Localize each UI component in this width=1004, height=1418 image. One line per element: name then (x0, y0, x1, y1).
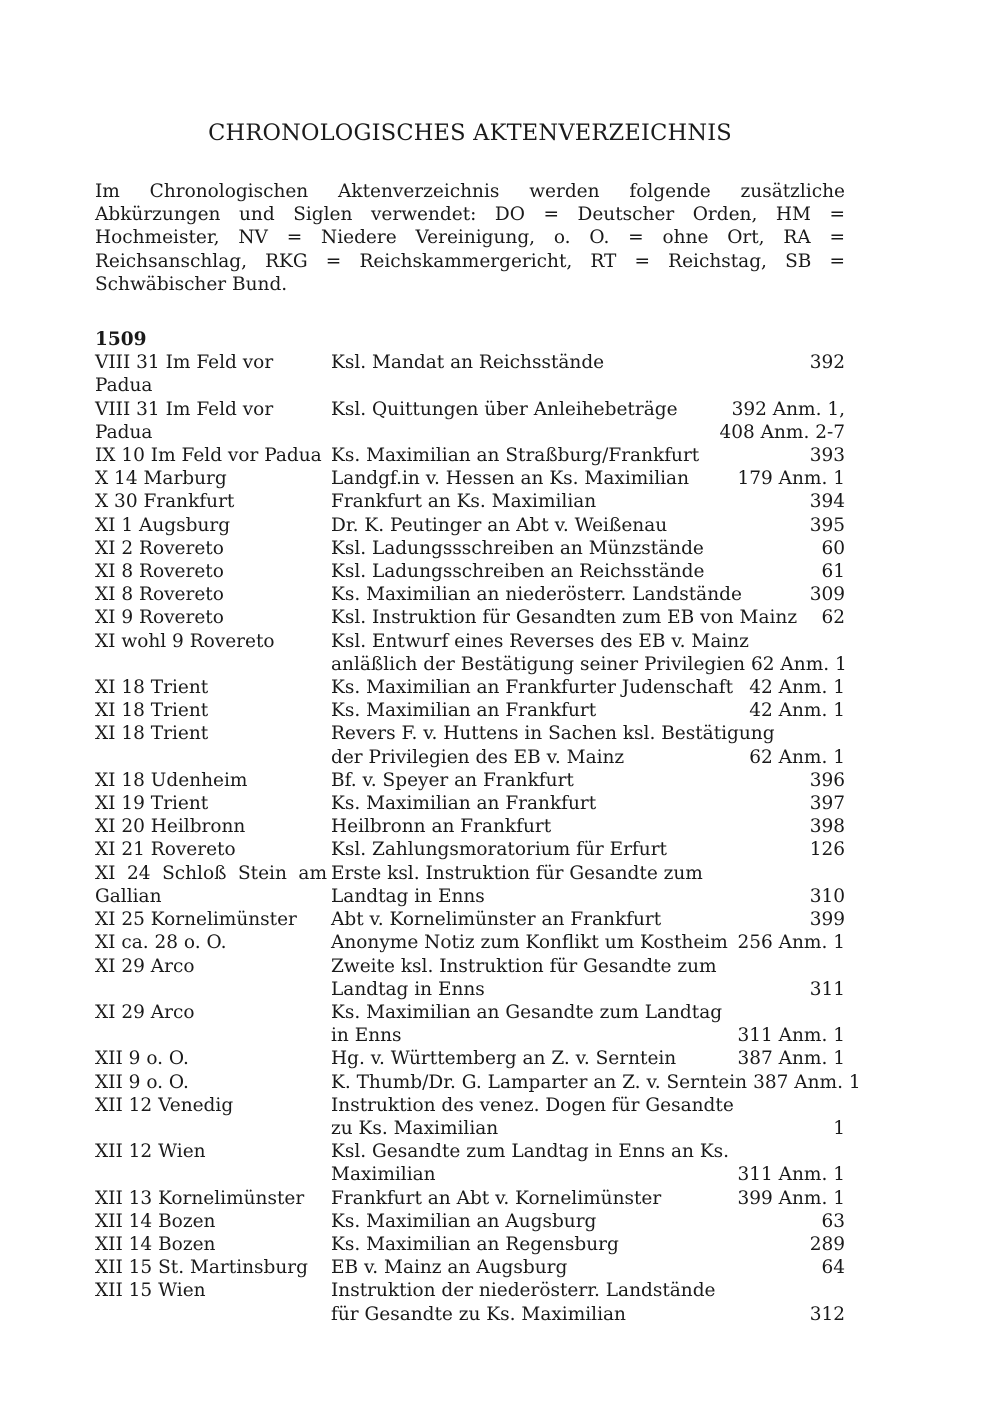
entry-body (331, 560, 845, 583)
entry-page-reference: 42 Anm. 1 (749, 677, 845, 699)
intro-paragraph: Im Chronologischen Aktenverzeichnis werden folgende zusätzliche Abkürzungen und Siglen verwendet: DO = Deutscher Orden, HM = Hochmeister, NV = Niedere Vereinigung, o. O. = ohne Ort, RA = Reichsanschlag, RKG = Reichskammergericht, RT = Reichstag, SB = Schwäbischer Bund. (95, 181, 845, 295)
entry-body (331, 1071, 861, 1094)
entry-page-reference: 179 Anm. 1 (737, 468, 845, 490)
entry-date-place (95, 931, 331, 954)
entry-date-place (95, 676, 331, 699)
entry-body (331, 444, 845, 467)
list-item (95, 931, 845, 954)
entry-line (331, 978, 845, 1001)
entry-date-place (95, 908, 331, 931)
entry-date-line: XI ca. 28 o. O. (95, 932, 227, 954)
entry-date-line: XI 18 Trient (95, 700, 209, 722)
entry-page-reference: 311 Anm. 1 (737, 1164, 845, 1186)
entry-date-place (95, 1094, 331, 1117)
entry-date-line: IX 10 Im Feld vor Padua (95, 445, 322, 467)
entry-body (331, 1094, 845, 1140)
entry-page-reference: 1 (833, 1117, 845, 1139)
entry-body (331, 722, 845, 768)
entry-line (331, 792, 845, 815)
list-item (95, 490, 845, 513)
entry-body (331, 862, 845, 908)
entry-body (331, 1140, 845, 1186)
entry-date-line: XII 9 o. O. (95, 1048, 189, 1070)
entry-body (331, 351, 845, 374)
entry-description: Heilbronn an Frankfurt (331, 816, 552, 838)
entry-page-reference (839, 1001, 845, 1024)
entry-date-line: VIII 31 Im Feld vor Padua (95, 398, 274, 443)
entry-description: Ksl. Entwurf eines Reverses des EB v. Mainz (331, 630, 749, 652)
entry-date-line: XI 18 Udenheim (95, 769, 248, 791)
list-item (95, 769, 845, 792)
entry-line (331, 722, 845, 745)
entry-description: Ksl. Ladungssschreiben an Münzstände (331, 537, 704, 559)
entry-page-reference (839, 722, 845, 745)
list-item (95, 908, 845, 931)
list-item (95, 1047, 845, 1070)
entry-date-place (95, 815, 331, 838)
entry-date-line: XII 15 St. Martinsburg (95, 1257, 308, 1279)
list-item (95, 955, 845, 1001)
entry-date-place (95, 1071, 331, 1094)
list-item (95, 1187, 845, 1210)
entry-page-reference: 398 (809, 816, 845, 838)
document-page (95, 118, 861, 1326)
entry-page-reference: 62 Anm. 1 (751, 653, 847, 675)
entry-date-line: XI 29 Arco (95, 955, 195, 977)
entry-page-reference: 311 Anm. 1 (737, 1025, 845, 1047)
list-item (95, 1001, 845, 1047)
entry-body (331, 1001, 845, 1047)
entry-body (331, 1256, 845, 1279)
entry-line (331, 630, 847, 653)
entry-line (331, 444, 845, 467)
entry-description: Ksl. Gesandte zum Landtag in Enns an Ks. (331, 1141, 730, 1163)
entry-date-place (95, 1279, 331, 1302)
entry-description: Ks. Maximilian an Straßburg/Frankfurt (331, 445, 700, 467)
entry-page-reference (839, 1094, 845, 1117)
entry-line (331, 676, 845, 699)
entry-page-reference: 289 (809, 1233, 845, 1255)
entry-date-place (95, 955, 331, 978)
entry-date-line: X 30 Frankfurt (95, 491, 235, 513)
entry-line (331, 1233, 845, 1256)
list-item (95, 1210, 845, 1233)
entry-line (331, 351, 845, 374)
entry-page-reference: 395 (809, 514, 845, 536)
entry-line (331, 560, 845, 583)
entry-description: Ks. Maximilian an Gesandte zum Landtag (331, 1001, 723, 1023)
list-item (95, 583, 845, 606)
entry-description: Revers F. v. Huttens in Sachen ksl. Bestätigung (331, 723, 775, 745)
entry-line (331, 1187, 845, 1210)
entry-description: Landtag in Enns (331, 978, 485, 1000)
entry-body (331, 514, 845, 537)
entry-description: Ksl. Zahlungsmoratorium für Erfurt (331, 839, 667, 861)
entry-page-reference: 126 (809, 839, 845, 861)
entry-line (331, 862, 845, 885)
entry-date-line: XI 1 Augsburg (95, 514, 231, 536)
entry-page-reference (839, 955, 845, 978)
entry-date-place (95, 792, 331, 815)
entry-line (331, 467, 845, 490)
entry-page-reference: 396 (809, 769, 845, 791)
entry-line (331, 1117, 845, 1140)
entry-date-line: Gallian (95, 885, 162, 907)
entry-page-reference (839, 862, 845, 885)
entry-date-line: XI 25 Kornelimünster (95, 909, 297, 931)
entry-page-reference: 387 Anm. 1 (753, 1071, 861, 1093)
entry-date-place (95, 514, 331, 537)
entry-date-place (95, 1001, 331, 1024)
list-item (95, 398, 845, 444)
entry-description: Dr. K. Peutinger an Abt v. Weißenau (331, 514, 668, 536)
entry-date-place (95, 1047, 331, 1070)
entry-body (331, 490, 845, 513)
entry-line (331, 815, 845, 838)
entry-date-place (95, 1256, 331, 1279)
entry-description: K. Thumb/Dr. G. Lamparter an Z. v. Serntein (331, 1071, 748, 1093)
entry-page-reference: 399 (809, 909, 845, 931)
entry-line (331, 490, 845, 513)
entry-page-reference: 399 Anm. 1 (737, 1187, 845, 1209)
entry-date-line: XI 24 Schloß Stein am (95, 862, 327, 884)
entry-page-reference (839, 1140, 845, 1163)
entry-page-reference (841, 630, 847, 653)
entry-line (331, 1303, 845, 1326)
list-item (95, 537, 845, 560)
entry-date-place (95, 467, 331, 490)
entry-page-reference: 397 (809, 793, 845, 815)
entry-date-place (95, 1233, 331, 1256)
entry-page-reference: 62 (821, 607, 845, 629)
entry-date-place (95, 722, 331, 745)
entry-line (331, 1001, 845, 1024)
entry-line (331, 537, 845, 560)
entry-date-line: XII 14 Bozen (95, 1210, 216, 1232)
entry-page-reference (839, 1279, 845, 1302)
list-item (95, 1071, 861, 1094)
list-item (95, 838, 845, 861)
entry-date-place (95, 444, 331, 467)
list-item (95, 722, 845, 768)
entry-line (331, 606, 845, 629)
entry-line (331, 583, 845, 606)
entry-date-place (95, 606, 331, 629)
entry-page-reference: 60 (821, 537, 845, 559)
entry-date-line: XI 20 Heilbronn (95, 816, 246, 838)
entry-line (331, 398, 845, 421)
entry-body (331, 398, 845, 444)
entry-date-line: XII 12 Venedig (95, 1094, 234, 1116)
entry-line (331, 1210, 845, 1233)
entry-description: Frankfurt an Ks. Maximilian (331, 491, 597, 513)
list-item (95, 792, 845, 815)
entry-line (331, 1256, 845, 1279)
entry-description: Ks. Maximilian an Frankfurt (331, 700, 597, 722)
list-item (95, 815, 845, 838)
entry-date-line: XII 12 Wien (95, 1141, 206, 1163)
entry-body (331, 769, 845, 792)
entry-date-line: XI 29 Arco (95, 1001, 195, 1023)
entry-date-place (95, 1210, 331, 1233)
entry-line (331, 421, 845, 444)
entry-description: Anonyme Notiz zum Konflikt um Kostheim (331, 932, 728, 954)
entry-date-place (95, 1187, 331, 1210)
entry-date-line: X 14 Marburg (95, 468, 227, 490)
entry-description: Ksl. Mandat an Reichsstände (331, 352, 605, 374)
entry-page-reference: 64 (821, 1257, 845, 1279)
entry-page-reference: 408 Anm. 2-7 (719, 421, 845, 443)
entry-description: Erste ksl. Instruktion für Gesandte zum (331, 862, 703, 884)
entry-description: Ks. Maximilian an Regensburg (331, 1233, 619, 1255)
entry-description: für Gesandte zu Ks. Maximilian (331, 1303, 626, 1325)
entry-body (331, 931, 845, 954)
entry-line (331, 1279, 845, 1302)
entry-date-line: XI 9 Rovereto (95, 607, 224, 629)
entry-description: Bf. v. Speyer an Frankfurt (331, 769, 574, 791)
entry-description: zu Ks. Maximilian (331, 1117, 499, 1139)
list-item (95, 862, 845, 908)
entry-body (331, 838, 845, 861)
entry-page-reference: 311 (809, 978, 845, 1000)
entry-date-place (95, 560, 331, 583)
entry-date-place (95, 769, 331, 792)
list-item (95, 514, 845, 537)
entry-body (331, 467, 845, 490)
list-item (95, 351, 845, 397)
entry-date-place (95, 699, 331, 722)
entry-date-line: XI 8 Rovereto (95, 561, 224, 583)
entry-page-reference: 62 Anm. 1 (749, 746, 845, 768)
entry-page-reference: 256 Anm. 1 (737, 932, 845, 954)
entry-page-reference: 393 (809, 445, 845, 467)
entry-description: Ks. Maximilian an Augsburg (331, 1210, 597, 1232)
entry-line (331, 699, 845, 722)
entry-date-place (95, 351, 331, 397)
entry-description: in Enns (331, 1025, 402, 1047)
entry-body (331, 1047, 845, 1070)
entry-page-reference: 392 Anm. 1, (731, 398, 845, 420)
list-item (95, 1256, 845, 1279)
entry-description: der Privilegien des EB v. Mainz (331, 746, 625, 768)
entry-line (331, 1140, 845, 1163)
entry-body (331, 815, 845, 838)
entry-line (331, 955, 845, 978)
entry-page-reference: 394 (809, 491, 845, 513)
page-title: CHRONOLOGISCHES AKTENVERZEICHNIS (208, 120, 732, 146)
entry-description: EB v. Mainz an Augsburg (331, 1257, 568, 1279)
entry-line (331, 931, 845, 954)
entry-line (331, 1024, 845, 1047)
entry-description: Abt v. Kornelimünster an Frankfurt (331, 909, 662, 931)
entry-body (331, 583, 845, 606)
entry-date-line: XI 2 Rovereto (95, 537, 224, 559)
entry-date-place (95, 862, 331, 908)
entry-description: Ksl. Instruktion für Gesandten zum EB von Mainz (331, 607, 798, 629)
entry-description: Instruktion der niederösterr. Landstände (331, 1280, 716, 1302)
entry-date-line: XII 14 Bozen (95, 1233, 216, 1255)
entry-date-line: XI 18 Trient (95, 677, 209, 699)
entry-date-place (95, 398, 331, 444)
entry-list (95, 351, 861, 1326)
entry-date-line: XI 19 Trient (95, 793, 209, 815)
entry-date-place (95, 583, 331, 606)
entry-line (331, 838, 845, 861)
entry-page-reference: 61 (821, 561, 845, 583)
entry-body (331, 606, 845, 629)
entry-date-line: VIII 31 Im Feld vor Padua (95, 352, 274, 397)
entry-description: anläßlich der Bestätigung seiner Privilegien (331, 653, 746, 675)
entry-date-line: XII 13 Kornelimünster (95, 1187, 305, 1209)
entry-page-reference: 310 (809, 885, 845, 907)
entry-description: Frankfurt an Abt v. Kornelimünster (331, 1187, 662, 1209)
entry-body (331, 676, 845, 699)
entry-description: Landgf.in v. Hessen an Ks. Maximilian (331, 468, 689, 490)
list-item (95, 699, 845, 722)
entry-date-place (95, 1140, 331, 1163)
entry-line (331, 885, 845, 908)
entry-line (331, 1047, 845, 1070)
entry-line (331, 769, 845, 792)
entry-body (331, 1233, 845, 1256)
entry-body (331, 1187, 845, 1210)
entry-description: Landtag in Enns (331, 885, 485, 907)
entry-page-reference: 309 (809, 584, 845, 606)
entry-description: Zweite ksl. Instruktion für Gesandte zum (331, 955, 717, 977)
list-item (95, 1140, 845, 1186)
entry-body (331, 1279, 845, 1325)
list-item (95, 1233, 845, 1256)
entry-date-line: XII 15 Wien (95, 1280, 206, 1302)
entry-body (331, 630, 847, 676)
entry-date-place (95, 490, 331, 513)
list-item (95, 444, 845, 467)
entry-description: Hg. v. Württemberg an Z. v. Serntein (331, 1048, 677, 1070)
entry-date-place (95, 630, 331, 653)
entry-description: Ksl. Ladungsschreiben an Reichsstände (331, 561, 705, 583)
entry-page-reference: 63 (821, 1210, 845, 1232)
list-item (95, 676, 845, 699)
entry-description: Instruktion des venez. Dogen für Gesandte (331, 1094, 734, 1116)
entry-date-place (95, 537, 331, 560)
entry-body (331, 955, 845, 1001)
entry-description: Ks. Maximilian an Frankfurt (331, 793, 597, 815)
entry-line (331, 1163, 845, 1186)
list-item (95, 560, 845, 583)
entry-line (331, 514, 845, 537)
entry-description: Ks. Maximilian an Frankfurter Judenschaft (331, 677, 734, 699)
entry-date-line: XI 18 Trient (95, 723, 209, 745)
list-item (95, 1279, 845, 1325)
list-item (95, 606, 845, 629)
entry-description: Ksl. Quittungen über Anleihebeträge (331, 398, 678, 420)
entry-line (331, 653, 847, 676)
entry-line (331, 746, 845, 769)
entry-line (331, 1071, 861, 1094)
entry-page-reference: 392 (809, 352, 845, 374)
entry-date-line: XII 9 o. O. (95, 1071, 189, 1093)
list-item (95, 467, 845, 490)
list-item (95, 630, 845, 676)
entry-body (331, 537, 845, 560)
entry-page-reference: 387 Anm. 1 (737, 1048, 845, 1070)
entry-body (331, 699, 845, 722)
entry-line (331, 1094, 845, 1117)
entry-description: Maximilian (331, 1164, 436, 1186)
list-item (95, 1094, 845, 1140)
entry-body (331, 908, 845, 931)
entry-body (331, 1210, 845, 1233)
entry-page-reference: 312 (809, 1303, 845, 1325)
entry-page-reference: 42 Anm. 1 (749, 700, 845, 722)
entry-description: Ks. Maximilian an niederösterr. Landstände (331, 584, 742, 606)
entry-line (331, 908, 845, 931)
entry-date-line: XI 21 Rovereto (95, 839, 236, 861)
entry-date-place (95, 838, 331, 861)
entry-body (331, 792, 845, 815)
entry-date-line: XI wohl 9 Rovereto (95, 630, 275, 652)
entry-date-line: XI 8 Rovereto (95, 584, 224, 606)
year-heading: 1509 (95, 329, 147, 351)
